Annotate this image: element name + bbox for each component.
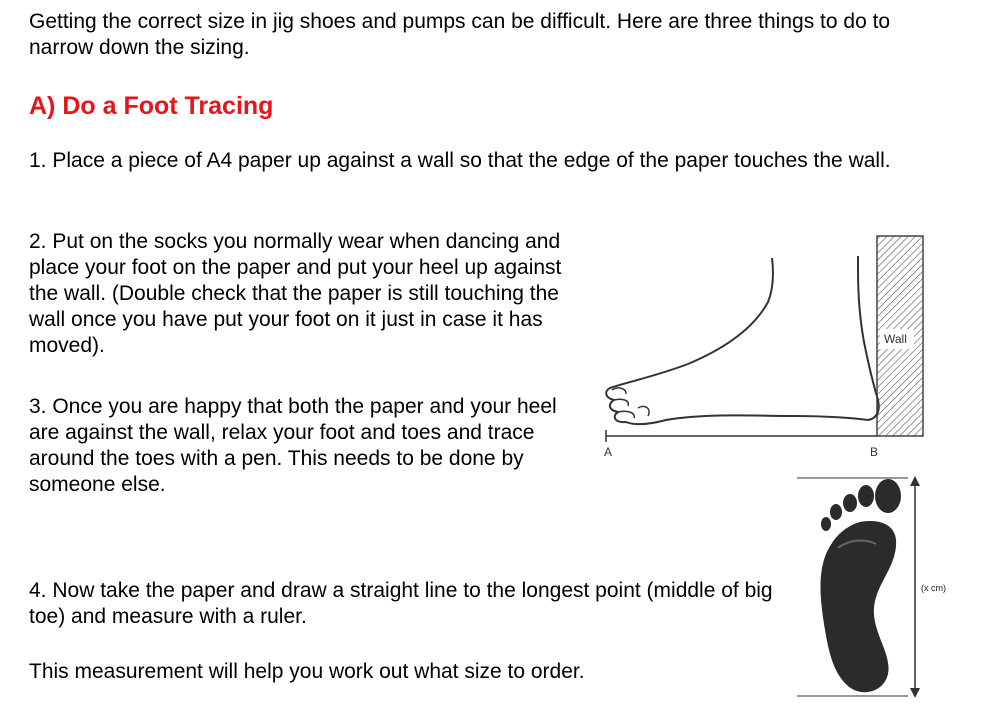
foot-wall-diagram: [596, 230, 936, 462]
point-a-label: A: [604, 445, 613, 459]
point-b-label: B: [870, 445, 879, 459]
big-toe: [875, 479, 901, 513]
intro-text: Getting the correct size in jig shoes and pumps can be difficult. Here are three things to do to narrow down the sizing.: [29, 10, 891, 59]
section-heading: A) Do a Foot Tracing: [29, 92, 274, 120]
measure-label: (x cm): [921, 583, 946, 593]
step-2: 2. Put on the socks you normally wear when dancing and place your foot on the paper and put your heel up against the wall. (Double check that the paper is still touching the wall once you have put your foot on it just in case it has moved).: [29, 230, 562, 357]
foot-outline: [606, 256, 878, 424]
step-4: 4. Now take the paper and draw a straight line to the longest point (middle of big toe) and measure with a ruler.: [29, 579, 773, 628]
closing-text: This measurement will help you work out what size to order.: [29, 660, 585, 683]
footprint-diagram: [790, 474, 960, 706]
step-1: 1. Place a piece of A4 paper up against a wall so that the edge of the paper touches the wall.: [29, 149, 891, 172]
step-3: 3. Once you are happy that both the paper and your heel are against the wall, relax your foot and toes and trace around the toes with a pen. This needs to be done by someone else.: [29, 395, 557, 496]
wall-label: Wall: [884, 332, 907, 346]
footprint-sole: [821, 521, 897, 692]
